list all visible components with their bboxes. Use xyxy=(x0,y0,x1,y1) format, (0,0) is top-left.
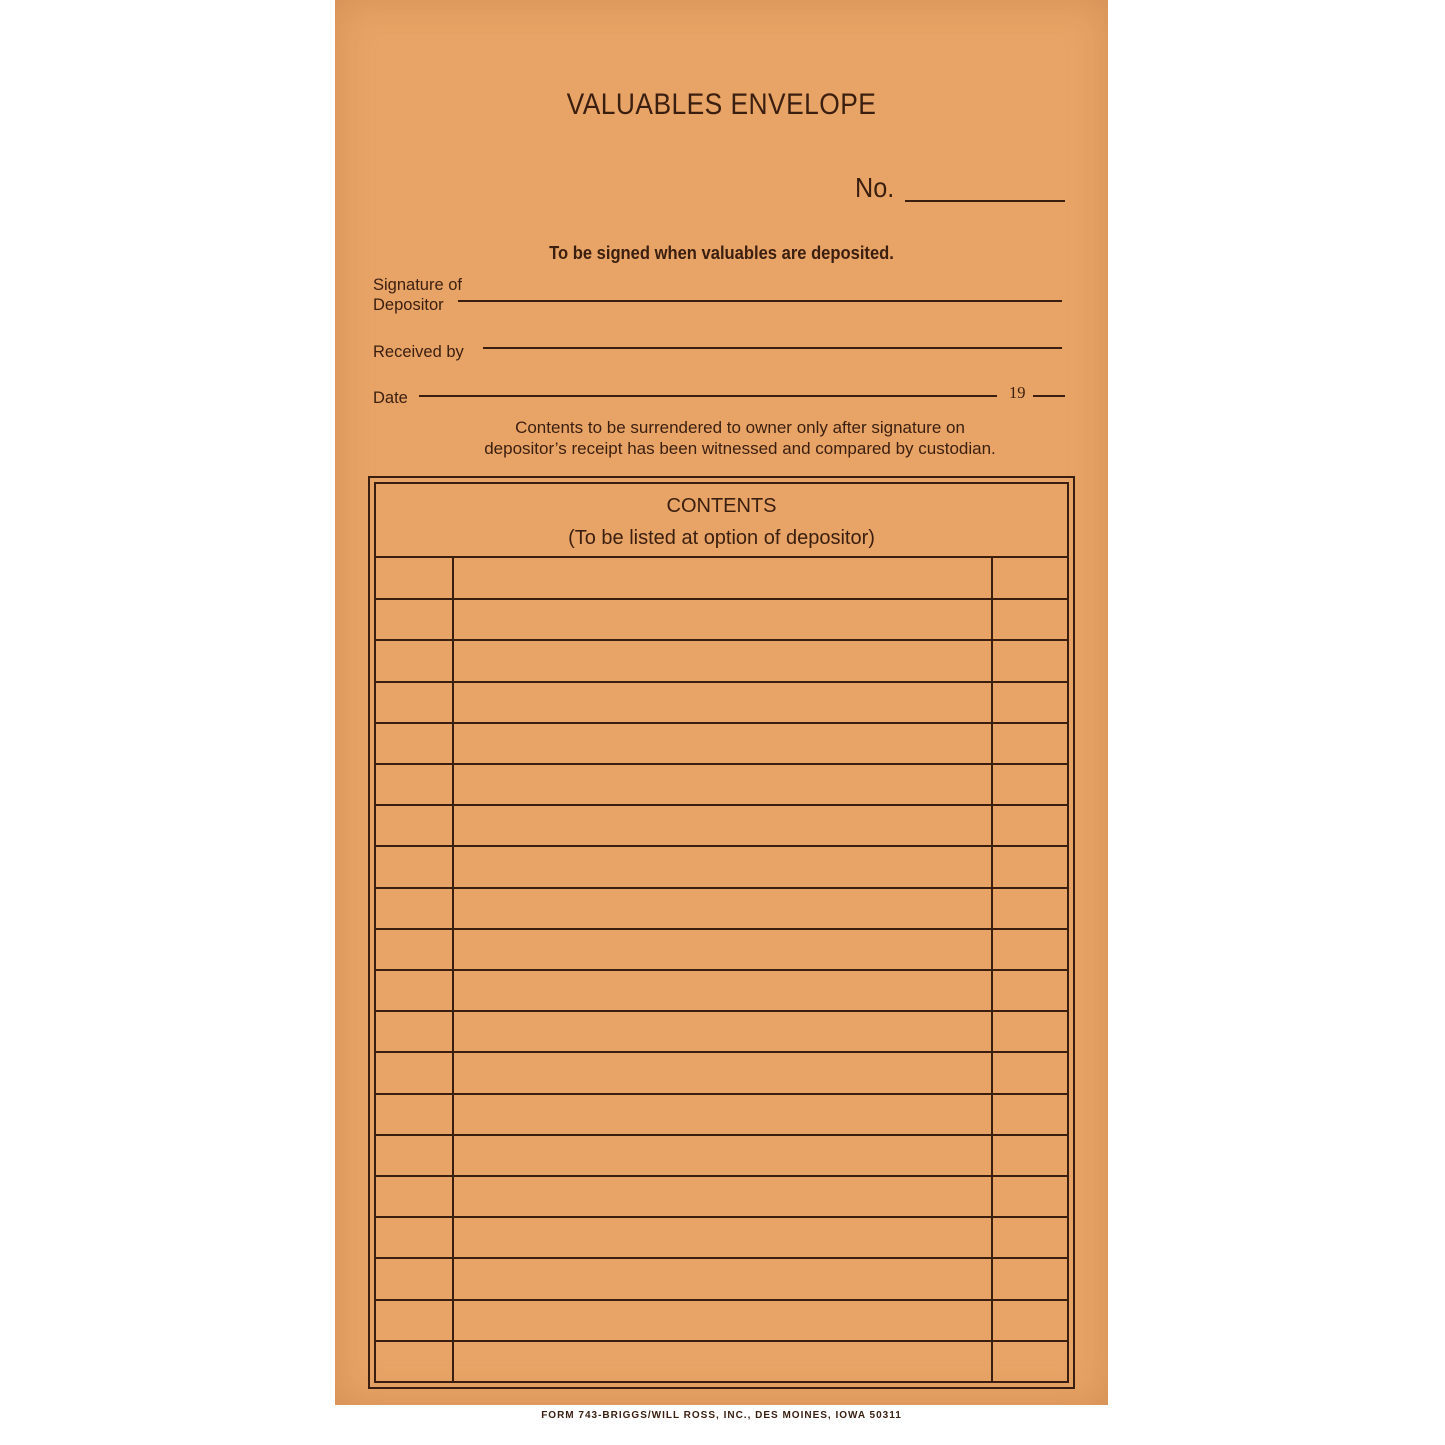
contents-row-line[interactable] xyxy=(376,1299,1067,1301)
contents-row-line[interactable] xyxy=(376,969,1067,971)
contents-row-line[interactable] xyxy=(376,804,1067,806)
contents-row-line[interactable] xyxy=(376,845,1067,847)
deposit-instruction: To be signed when valuables are deposited. xyxy=(549,243,894,263)
contents-row-line[interactable] xyxy=(376,681,1067,683)
number-line[interactable] xyxy=(905,200,1065,202)
date-line[interactable] xyxy=(419,395,997,397)
contents-row-line[interactable] xyxy=(376,1216,1067,1218)
signature-label-line2: Depositor xyxy=(373,296,444,314)
form-title: VALUABLES ENVELOPE xyxy=(566,88,877,121)
contents-header-divider xyxy=(376,556,1067,558)
received-by-line[interactable] xyxy=(483,347,1062,349)
signature-line[interactable] xyxy=(458,300,1062,302)
contents-row-line[interactable] xyxy=(376,763,1067,765)
contents-row-line[interactable] xyxy=(376,722,1067,724)
contents-row-line[interactable] xyxy=(376,1175,1067,1177)
contents-row-line[interactable] xyxy=(376,598,1067,600)
contents-row-line[interactable] xyxy=(376,1010,1067,1012)
contents-row-line[interactable] xyxy=(376,928,1067,930)
contents-row-line[interactable] xyxy=(376,1257,1067,1259)
contents-table xyxy=(374,482,1069,1383)
signature-label xyxy=(373,275,462,315)
date-label: Date xyxy=(373,389,408,407)
notice-line-2: depositor’s receipt has been witnessed and compared by custodian. xyxy=(484,439,996,458)
notice-line-1: Contents to be surrendered to owner only after signature on xyxy=(515,418,965,437)
number-field[interactable] xyxy=(855,172,1065,212)
signature-label-line1: Signature of xyxy=(373,276,462,294)
contents-row-line[interactable] xyxy=(376,1093,1067,1095)
contents-row-line[interactable] xyxy=(376,1134,1067,1136)
contents-row-line[interactable] xyxy=(376,887,1067,889)
valuables-envelope xyxy=(335,0,1108,1421)
year-prefix: 19 xyxy=(1009,383,1026,402)
number-label: No. xyxy=(855,172,895,203)
contents-header xyxy=(374,490,1069,554)
contents-subtitle: (To be listed at option of depositor) xyxy=(568,527,875,549)
contents-row-line[interactable] xyxy=(376,1051,1067,1053)
received-by-label: Received by xyxy=(373,343,464,361)
form-footer: FORM 743-BRIGGS/WILL ROSS, INC., DES MOINES, IOWA 50311 xyxy=(541,1410,902,1421)
custody-notice xyxy=(395,417,1085,459)
year-line[interactable] xyxy=(1033,395,1065,397)
contents-row-line[interactable] xyxy=(376,1340,1067,1342)
contents-title: CONTENTS xyxy=(666,495,777,517)
contents-row-line[interactable] xyxy=(376,639,1067,641)
